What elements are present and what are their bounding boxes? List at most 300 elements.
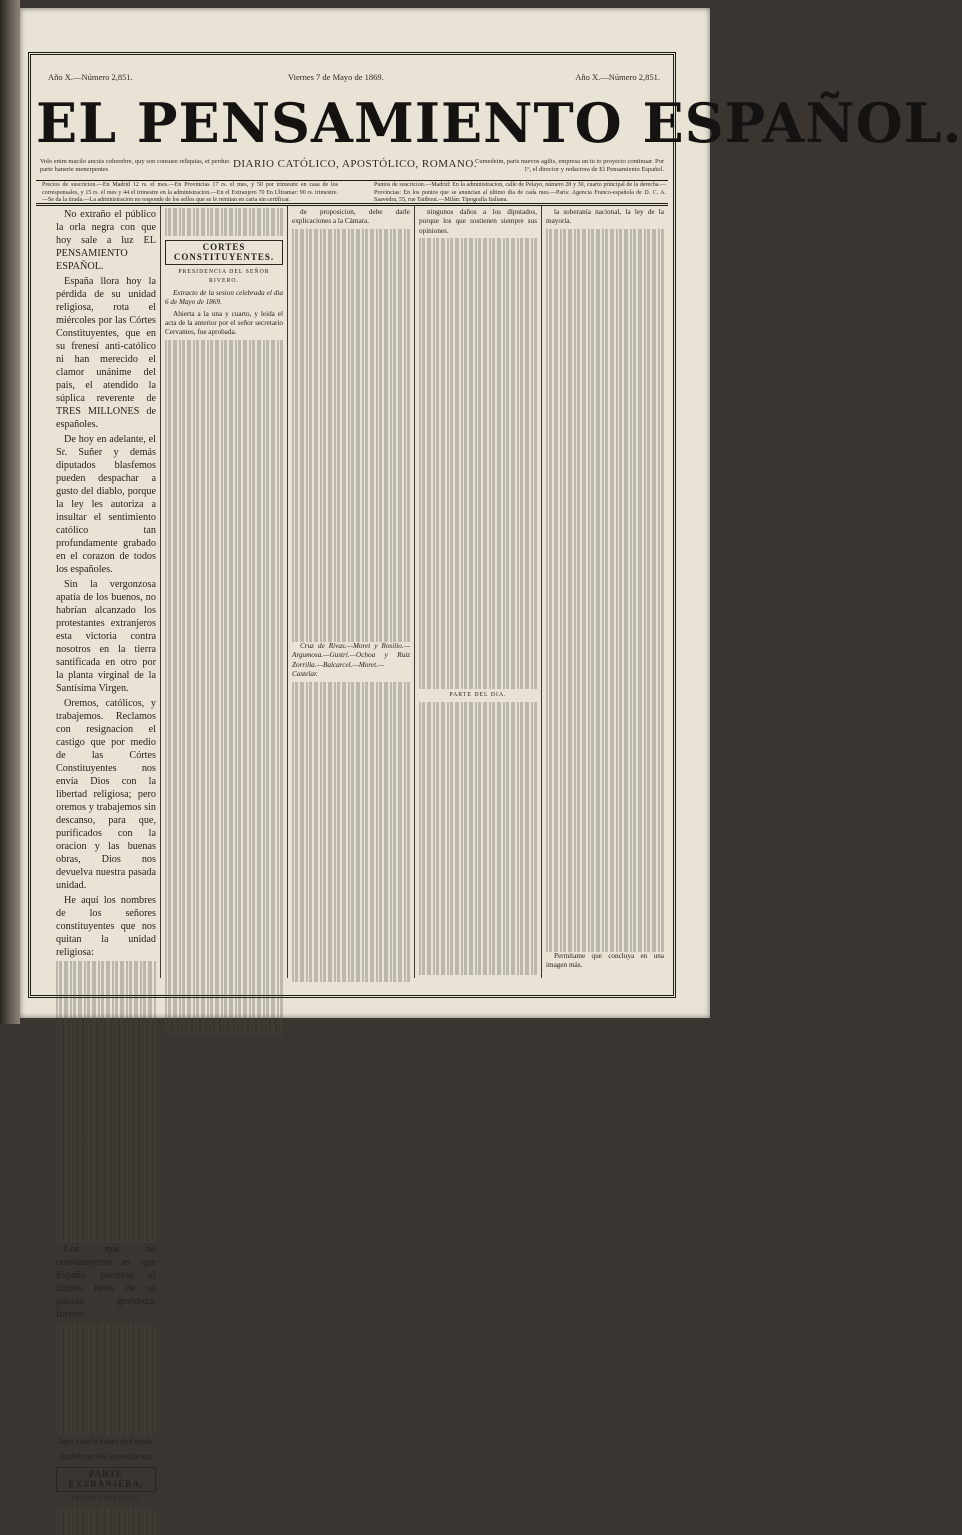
text-line [165, 575, 283, 584]
text-line [292, 916, 410, 925]
text-line [165, 434, 283, 443]
text-line [546, 905, 664, 914]
text-line [546, 896, 664, 905]
text-line [292, 973, 410, 982]
text-line [165, 377, 283, 386]
text-line [546, 342, 664, 351]
text-line [419, 567, 537, 576]
text-line [56, 1507, 156, 1516]
column-separator [541, 206, 542, 978]
text-line [419, 890, 537, 899]
text-line [292, 776, 410, 785]
text-line [292, 248, 410, 257]
session-extract: Extracto de la sesion celebrada el dia 6 de Mayo de 1869. [165, 288, 283, 307]
text-line [419, 604, 537, 613]
text-line [546, 764, 664, 773]
text-line [56, 1332, 156, 1341]
masthead-subrow [40, 156, 664, 178]
text-line [292, 586, 410, 595]
text-line [419, 909, 537, 918]
text-line [546, 745, 664, 754]
text-line [165, 546, 283, 555]
text-line [292, 747, 410, 756]
session-text [292, 682, 410, 983]
text-line [165, 537, 283, 546]
text-line [546, 924, 664, 933]
text-line [419, 670, 537, 679]
text-line [546, 661, 664, 670]
text-line [546, 229, 664, 238]
session-text [165, 340, 283, 1035]
text-line [292, 623, 410, 632]
text-line [419, 266, 537, 275]
text-line [165, 884, 283, 893]
text-line [56, 1168, 156, 1177]
text-line [419, 248, 537, 257]
text-line [292, 529, 410, 538]
text-line [165, 791, 283, 800]
text-line [165, 556, 283, 565]
text-line [419, 304, 537, 313]
text-line [546, 633, 664, 642]
section-subheading: PARTE DEL DIA. [449, 691, 507, 698]
text-line [419, 918, 537, 927]
text-line [546, 351, 664, 360]
text-line [165, 697, 283, 706]
text-line [419, 595, 537, 604]
text-line [165, 462, 283, 471]
text-line [546, 248, 664, 257]
text-line [165, 997, 283, 1006]
text-line [419, 956, 537, 965]
text-line [56, 1379, 156, 1388]
text-line [165, 424, 283, 433]
text-line [56, 1417, 156, 1426]
text-line [292, 822, 410, 831]
subscription-points: Puntos de suscricion.—Madrid: En la administracion, calle de Pelayo, número 28 y 30, cuarto principal de la derecha.—Provincias: En los puntos que se anuncian al ultimo dia de cada mes.—Paris: Agencia Franco-española de D. C. A. Saavedra, 55, rue Taitbout.—Milán: Tipografía Italiana. [374, 182, 666, 204]
text-line [546, 595, 664, 604]
text-line [546, 689, 664, 698]
text-line [165, 988, 283, 997]
text-line [292, 710, 410, 719]
text-line [292, 785, 410, 794]
text-line [292, 539, 410, 548]
text-line [56, 1046, 156, 1055]
text-line [419, 834, 537, 843]
text-line [56, 1121, 156, 1130]
session-text [546, 229, 664, 952]
text-line [165, 856, 283, 865]
section-subheading: REVISTA POLÍTICA. [71, 1496, 141, 1503]
article-paragraph: Los que no constituyeron es que España perdiese el último resto de su pasada grandeza, fueron: [56, 1243, 156, 1320]
text-line [546, 529, 664, 538]
text-line [546, 379, 664, 388]
text-line [292, 492, 410, 501]
text-line [546, 802, 664, 811]
text-line [56, 1055, 156, 1064]
text-line [419, 965, 537, 974]
text-line [419, 501, 537, 510]
text-line [165, 490, 283, 499]
text-line [56, 1426, 156, 1435]
text-line [165, 217, 283, 226]
text-line [292, 313, 410, 322]
text-line [292, 757, 410, 766]
text-line [419, 661, 537, 670]
text-line [419, 295, 537, 304]
text-line [546, 285, 664, 294]
section-heading: PARTE EXTRANJERA. [56, 1467, 156, 1492]
masthead-topline [40, 72, 664, 86]
text-line [546, 360, 664, 369]
text-line [165, 340, 283, 349]
text-line [419, 332, 537, 341]
text-line [56, 1027, 156, 1036]
text-line [546, 445, 664, 454]
text-line [56, 1017, 156, 1026]
text-line [419, 796, 537, 805]
text-line [546, 492, 664, 501]
text-line [419, 323, 537, 332]
text-line [56, 1064, 156, 1073]
text-line [546, 811, 664, 820]
text-line [546, 407, 664, 416]
text-line [292, 841, 410, 850]
article-paragraph: la soberanía nacional, la ley de la mayoría. [546, 208, 664, 226]
text-line [292, 851, 410, 860]
text-line [546, 830, 664, 839]
text-line [165, 762, 283, 771]
text-line [56, 1388, 156, 1397]
text-line [292, 869, 410, 878]
text-line [419, 642, 537, 651]
text-line [419, 398, 537, 407]
newspaper-title: EL PENSAMIENTO ESPAÑOL. [36, 91, 962, 155]
text-line [546, 943, 664, 952]
column-separator [414, 206, 415, 978]
text-line [165, 744, 283, 753]
text-line [419, 586, 537, 595]
text-line [165, 687, 283, 696]
text-line [419, 862, 537, 871]
text-line [292, 935, 410, 944]
text-line [165, 593, 283, 602]
text-line [292, 633, 410, 642]
text-line [292, 398, 410, 407]
text-line [546, 548, 664, 557]
text-line [165, 931, 283, 940]
text-line [292, 729, 410, 738]
text-line [546, 473, 664, 482]
column-5 [546, 208, 664, 980]
text-line [165, 978, 283, 987]
text-line [546, 727, 664, 736]
text-line [292, 954, 410, 963]
text-line [56, 1398, 156, 1407]
text-line [546, 323, 664, 332]
text-line [546, 858, 664, 867]
text-line [165, 481, 283, 490]
text-line [292, 501, 410, 510]
article-paragraph: Abierta a la una y cuarto, y leida el acta de la anterior por el señor secretario Cervantes, fue aprobada. [165, 309, 283, 337]
text-line [292, 238, 410, 247]
text-line [419, 417, 537, 426]
text-line [292, 557, 410, 566]
text-line [56, 1177, 156, 1186]
text-line [546, 464, 664, 473]
text-line [546, 642, 664, 651]
text-line [419, 379, 537, 388]
article-paragraph: Permítame que concluya en una imagen más. [546, 951, 664, 970]
text-line [419, 257, 537, 266]
text-line [546, 332, 664, 341]
text-line [419, 313, 537, 322]
text-line [56, 1074, 156, 1083]
text-line [165, 819, 283, 828]
text-line [419, 614, 537, 623]
column-3 [292, 208, 410, 980]
text-line [56, 1351, 156, 1360]
text-line [546, 914, 664, 923]
text-line [165, 800, 283, 809]
text-line [419, 388, 537, 397]
text-line [165, 387, 283, 396]
text-line [546, 567, 664, 576]
text-line [165, 612, 283, 621]
text-line [56, 1224, 156, 1233]
divider-rule [36, 205, 668, 206]
text-line [419, 633, 537, 642]
text-line [292, 407, 410, 416]
text-line [165, 1007, 283, 1016]
column-separator [160, 206, 161, 978]
text-line [546, 304, 664, 313]
text-line [546, 708, 664, 717]
text-line [165, 1016, 283, 1025]
text-line [546, 698, 664, 707]
text-line [165, 499, 283, 508]
text-line [165, 960, 283, 969]
text-line [546, 417, 664, 426]
deputies-names: Cruz de Rivas.—Moret y Rosilio.—Argumosa.—Gustrí.—Ochoa y Ruiz Zorrilla.—Balcarcel.—Moret.—Castelar. [292, 642, 410, 679]
text-line [165, 838, 283, 847]
text-line [292, 511, 410, 520]
text-line [165, 603, 283, 612]
text-line [292, 945, 410, 954]
text-line [292, 370, 410, 379]
text-line [56, 1516, 156, 1525]
text-line [546, 651, 664, 660]
text-line [546, 276, 664, 285]
text-line [292, 691, 410, 700]
text-line [165, 471, 283, 480]
text-line [165, 415, 283, 424]
text-line [546, 257, 664, 266]
text-line [419, 511, 537, 520]
text-line [419, 806, 537, 815]
text-line [419, 824, 537, 833]
text-line [546, 435, 664, 444]
text-line [165, 443, 283, 452]
session-text [292, 229, 410, 642]
closing-line: Acabó con ella la revolucion. [59, 1452, 153, 1462]
text-line [419, 426, 537, 435]
text-line [56, 1139, 156, 1148]
text-line [546, 576, 664, 585]
text-line [419, 351, 537, 360]
text-line [292, 351, 410, 360]
text-line [165, 631, 283, 640]
text-line [546, 511, 664, 520]
text-line [56, 1092, 156, 1101]
text-line [292, 332, 410, 341]
text-line [292, 926, 410, 935]
text-line [546, 482, 664, 491]
text-line [56, 1196, 156, 1205]
text-line [419, 370, 537, 379]
newspaper-subtitle: DIARIO CATÓLICO, APOSTÓLICO, ROMANO. [232, 158, 478, 170]
text-line [165, 772, 283, 781]
text-line [546, 755, 664, 764]
text-line [165, 659, 283, 668]
article-paragraph: España llora hoy la pérdida de su unidad religiosa, rota el miércoles por las Córtes Constituyentes, que en su frenesí anti-católico ni han merecido el clamor unánime del país, el atendido la súplica reverente de TRES MILLONES de españoles. [56, 276, 156, 430]
text-line [419, 482, 537, 491]
text-line [546, 736, 664, 745]
text-line [165, 368, 283, 377]
text-line [292, 295, 410, 304]
text-line [292, 576, 410, 585]
text-line [56, 999, 156, 1008]
text-line [56, 1036, 156, 1045]
text-line [292, 435, 410, 444]
text-line [165, 847, 283, 856]
text-line [292, 804, 410, 813]
text-line [165, 208, 283, 217]
text-line [292, 229, 410, 238]
text-line [292, 276, 410, 285]
text-line [419, 778, 537, 787]
text-line [56, 1360, 156, 1369]
text-line [56, 961, 156, 970]
text-line [165, 669, 283, 678]
text-line [419, 749, 537, 758]
text-line [546, 266, 664, 275]
text-line [56, 1111, 156, 1120]
text-line [56, 1342, 156, 1351]
text-line [546, 670, 664, 679]
text-line [419, 937, 537, 946]
text-line [419, 740, 537, 749]
article-paragraph: Oremos, católicos, y trabajemos. Reclamos con resignacion el castigo que por medio de las Córtes Constituyentes nos envía Dios con la libertad religiosa; pero oremos y trabajemos sin descanso, para que, purificados con la oracion y las buenas obras, Dios nos devuelva nuestra pasada unidad. [56, 698, 156, 891]
text-line [165, 406, 283, 415]
text-line [165, 969, 283, 978]
text-line [165, 875, 283, 884]
text-line [292, 304, 410, 313]
text-line [292, 682, 410, 691]
text-line [165, 650, 283, 659]
text-line [165, 227, 283, 236]
text-line [56, 1008, 156, 1017]
text-line [419, 360, 537, 369]
issue-number-left: Año X.—Número 2,851. [48, 72, 133, 82]
text-line [546, 388, 664, 397]
text-line [292, 360, 410, 369]
motto-left: Volo enim macilo ancuis coherebre, quy son consuee reliquias, et perduo parte hanerie menerpentes [40, 158, 230, 173]
text-line [165, 903, 283, 912]
text-line [292, 285, 410, 294]
text-line [546, 773, 664, 782]
text-line [419, 881, 537, 890]
text-line [419, 900, 537, 909]
text-line [419, 238, 537, 247]
text-line [419, 342, 537, 351]
text-line [546, 586, 664, 595]
text-line [292, 719, 410, 728]
text-line [165, 725, 283, 734]
text-line [165, 584, 283, 593]
text-line [165, 565, 283, 574]
text-line [165, 781, 283, 790]
text-line [419, 815, 537, 824]
article-paragraph: De hoy en adelante, el Sr. Suñer y demás diputados blasfemos pueden despachar a gusto del diablo, porque la ley les autoriza a insultar el sentimiento católico tan profundamente grabado en el corazon de todos los españoles. [56, 434, 156, 575]
text-line [546, 623, 664, 632]
text-line [419, 548, 537, 557]
text-line [56, 1215, 156, 1224]
text-line [165, 518, 283, 527]
text-line [165, 349, 283, 358]
closing-line: Aquí yace la honra de España. [57, 1437, 155, 1447]
text-line [165, 894, 283, 903]
text-line [292, 614, 410, 623]
text-line [56, 1407, 156, 1416]
text-line [292, 417, 410, 426]
text-line [292, 388, 410, 397]
text-line [419, 871, 537, 880]
text-line [165, 359, 283, 368]
text-line [546, 680, 664, 689]
session-president: PRESIDENCIA DEL SEÑOR RIVERO. [178, 268, 270, 285]
deputies-list [56, 961, 156, 1243]
text-line [419, 473, 537, 482]
article-paragraph: Sin la vergonzosa apatía de los buenos, no habrían alcanzado los protestantes extranjeros esta victoria contra nosotros en la tierra santificada en otro por la planta virginal de la Santísima Virgen. [56, 579, 156, 694]
text-line [56, 970, 156, 979]
text-line [56, 1186, 156, 1195]
text-line [419, 787, 537, 796]
text-line [419, 651, 537, 660]
text-line [546, 313, 664, 322]
text-line [419, 529, 537, 538]
text-line [165, 809, 283, 818]
text-line [546, 539, 664, 548]
text-line [546, 820, 664, 829]
text-line [419, 407, 537, 416]
text-line [165, 734, 283, 743]
column-2 [165, 208, 283, 980]
text-line [292, 738, 410, 747]
text-line [292, 595, 410, 604]
motto-right: Cumedeim, paris nuevos agilis, empresa un tu to proyecto continuar. Por 1º, el director y redactora de El Pensamiento Español. [474, 158, 664, 173]
text-line [546, 614, 664, 623]
text-line [546, 717, 664, 726]
deputies-list [56, 1323, 156, 1436]
text-line [56, 1370, 156, 1379]
subscription-prices: Precios de suscricion.—En Madrid 12 rs. el mes.—En Provincias 17 rs. el mes, y 50 por trimestre en casa de los corresponsales, y 15 rs. el mes y 44 el trimestre en la administracion.—En el Extranjero 70 En Ultramar: 90 rs. trimestre.—Se da la tirada.—La administracion no responde de los sellos que se le remitan en carta sin certificar. [42, 182, 338, 204]
text-line [419, 702, 537, 711]
text-line [419, 623, 537, 632]
text-line [165, 640, 283, 649]
text-line [419, 276, 537, 285]
text-line [419, 539, 537, 548]
